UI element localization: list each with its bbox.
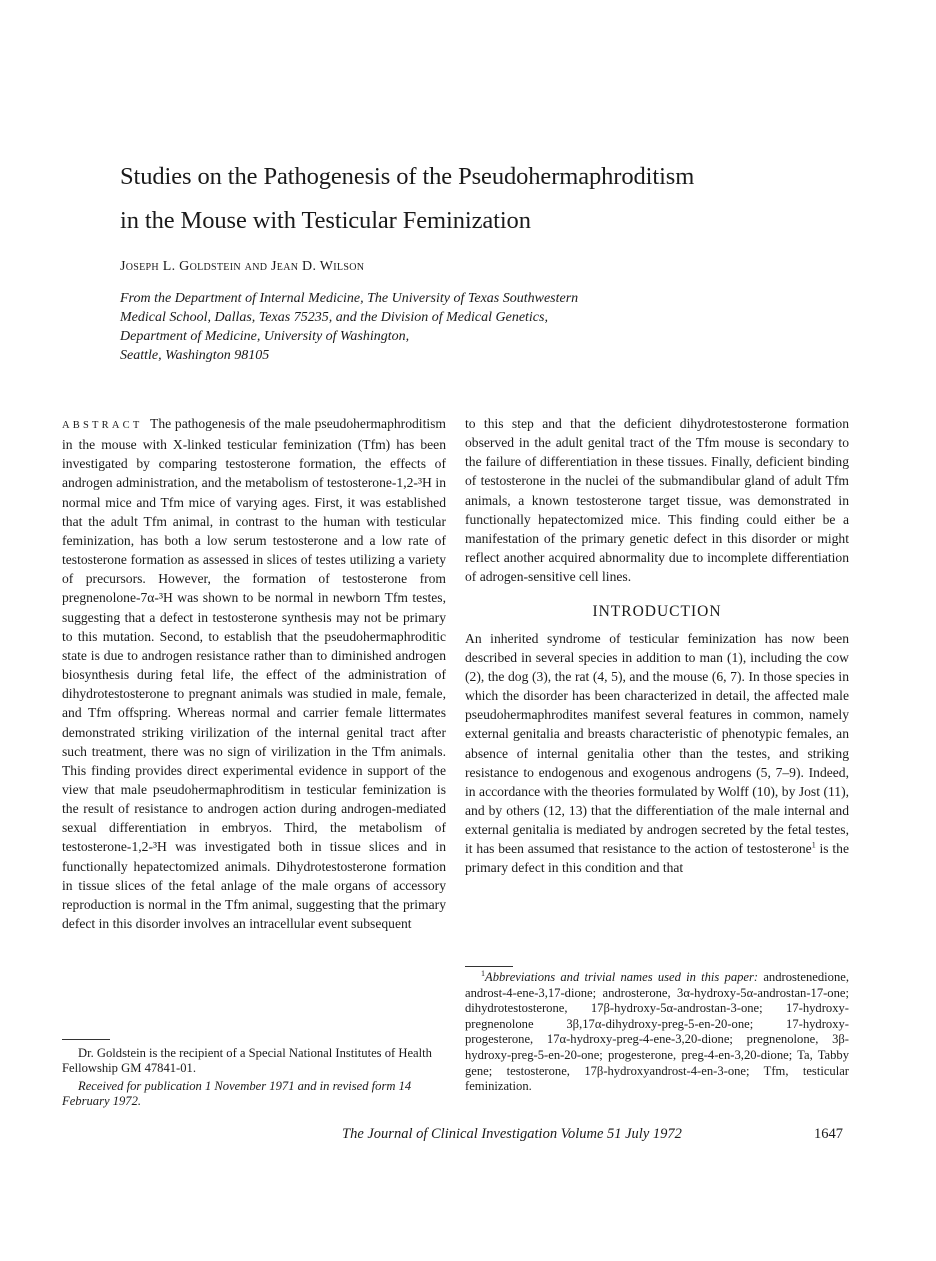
- affiliation-line-3: Department of Medicine, University of Washington,: [120, 329, 410, 344]
- abstract-text-left: The pathogenesis of the male pseudohermaphroditism in the mouse with X-linked testicular feminization (Tfm) has been investigated by comparing testosterone formation, the effects of androgen administration, and the metabolism of testosterone-1,2-³H in normal mice and Tfm mice of varying ages. First, it was established that the adult Tfm animal, in contrast to the human with testicular feminization, has both a low serum testosterone and a low rate of testosterone formation as assessed in slices of testes utilizing a variety of precursors. However, the formation of testosterone from pregnenolone-7α-³H was shown to be normal in newborn Tfm testes, suggesting that a defect in testosterone synthesis may not be primary to this mutation. Second, to establish that the pseudohermaphroditic state is due to androgen resistance rather than to diminished androgen biosynthesis during fetal life, the effect of the administration of dihydrotestosterone to pregnant animals was studied in male, female, and Tfm offspring. Whereas normal and carrier female littermates demonstrated striking virilization of the internal genital tract after such treatment, there was no sign of virilization in the Tfm animals. This finding provides direct experimental evidence in support of the view that male pseudohermaphroditism in testicular feminization is the result of resistance to androgen action during androgen-mediated sexual differentiation in embryos. Third, the metabolism of testosterone-1,2-³H was investigated both in tissue slices and in functionally hepatectomized animals. Dihydrotestosterone formation in tissue slices of the fetal anlage of the male organs of accessory reproduction is normal in the Tfm animal, suggesting that the primary defect in this disorder involves an intracellular event subsequent: [62, 416, 447, 932]
- right-column: [465, 414, 849, 878]
- affiliation-line-2: Medical School, Dallas, Texas 75235, and the Division of Medical Genetics,: [120, 310, 548, 325]
- introduction-heading: INTRODUCTION: [592, 603, 722, 621]
- abbreviations-note: [465, 970, 849, 1095]
- received-note: Received for publication 1 November 1971 and in revised form 14 February 1972.: [62, 1078, 412, 1109]
- abbreviations-text: androstenedione, androst-4-ene-3,17-dione; androsterone, 3α-hydroxy-5α-androstan-17-one; dihydrotestosterone, 17β-hydroxy-5α-androstan-3-one; 17-hydroxy-pregnenolone 3β,17α-dihydroxy-preg-5-en-20-one; 17-hydroxy-progesterone, 17α-hydroxy-preg-4-ene-3,20-dione; pregnenolone, 3β-hydroxy-preg-5-en-20-one; progesterone, preg-4-en-3,20-dione; Ta, Tabby gene; testosterone, 17β-hydroxyandrost-4-en-3-one; Tfm, testicular feminization.: [465, 970, 849, 1094]
- authors: Joseph L. Goldstein and Jean D. Wilson: [120, 259, 365, 274]
- footnotes-right: [465, 970, 849, 1095]
- abstract-continuation: to this step and that the deficient dihydrotestosterone formation observed in the adult genital tract of the Tfm mouse is secondary to the failure of differentiation in these tissues. Finally, deficient binding of testosterone in the nuclei of the submandibular gland of adult Tfm animals, a known testosterone target tissue, was demonstrated in functionally hepatectomized mice. This finding could either be a manifestation of the primary genetic defect in this disorder or might reflect another acquired abnormality due to incomplete differentiation of adrogen-sensitive cell lines.: [465, 416, 849, 585]
- affiliation-line-4: Seattle, Washington 98105: [120, 348, 270, 363]
- journal-footer: The Journal of Clinical Investigation Volume 51 July 1972: [342, 1126, 682, 1142]
- abstract-label: ABSTRACT: [62, 420, 143, 431]
- fellowship-note: Dr. Goldstein is the recipient of a Special National Institutes of Health Fellowship GM 47841-01.: [62, 1046, 432, 1076]
- introduction-text: An inherited syndrome of testicular feminization has now been described in several species in addition to man (1), including the cow (2), the dog (3), the rat (4, 5), and the mouse (6, 7). In those species in which the disorder has been characterized in detail, the affected male pseudohermaphrodites manifest several features in common, namely external genitalia and breasts characteristic of phenotypic females, an absence of internal genitalia other than the testes, and striking resistance to endogenous and exogenous androgens (5, 7–9). Indeed, in accordance with the theories formulated by Wolff (10), by Jost (11), and by others (12, 13) that the differentiation of the male internal and external genitalia is mediated by androgen secreted by the fetal testes, it has been assumed that resistance to the action of testosterone: [465, 630, 849, 857]
- introduction-text-end: is the primary defect in this condition and that: [465, 841, 849, 876]
- footnote-marker: 1: [811, 840, 816, 850]
- title-line-2: in the Mouse with Testicular Feminization: [120, 207, 531, 234]
- abbreviations-marker: 1: [481, 968, 485, 978]
- page-number: 1647: [814, 1126, 843, 1142]
- title-line-1: Studies on the Pathogenesis of the Pseudohermaphroditism: [120, 163, 695, 190]
- footnote-rule-left: [62, 1039, 110, 1040]
- introduction-paragraph: [465, 629, 849, 878]
- affiliation: [120, 289, 760, 365]
- left-column: [62, 414, 446, 933]
- abstract-paragraph: [62, 414, 446, 933]
- footnotes-left: [62, 1046, 446, 1110]
- abbreviations-heading: Abbreviations and trivial names used in this paper:: [485, 970, 759, 984]
- footnote-rule-right: [465, 966, 513, 967]
- paper-title: [120, 155, 820, 243]
- affiliation-line-1: From the Department of Internal Medicine, The University of Texas Southwestern: [120, 291, 579, 306]
